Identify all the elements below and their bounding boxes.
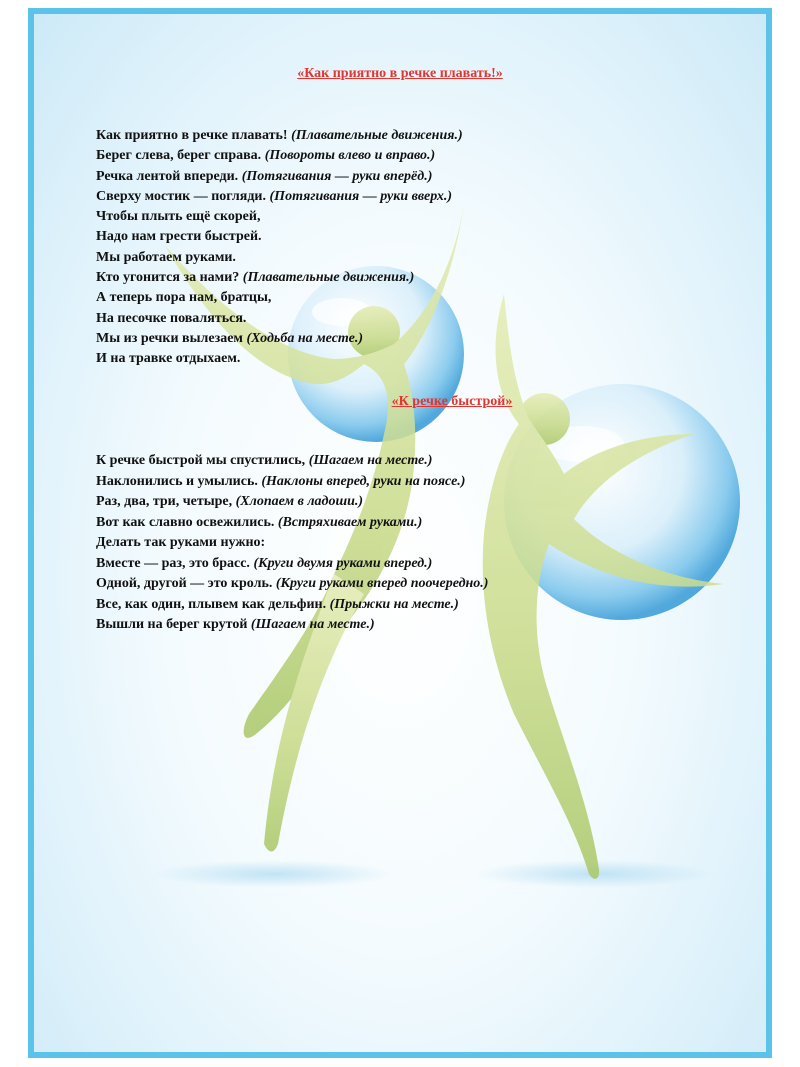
page-frame: [28, 8, 772, 1058]
poem-line: Как приятно в речке плавать! (Плавательные движения.): [96, 128, 463, 143]
poem-line: Мы работаем руками.: [96, 249, 236, 265]
poem-line: И на травке отдыхаем.: [96, 351, 241, 367]
poem-line: Вот как славно освежились. (Встряхиваем руками.): [96, 514, 423, 530]
section1-title: «Как приятно в речке плавать!»: [297, 66, 503, 81]
poem-line: На песочке поваляться.: [96, 310, 247, 326]
poem-line: Вышли на берег крутой (Шагаем на месте.): [96, 617, 375, 632]
poem-line: А теперь пора нам, братцы,: [96, 290, 272, 306]
poem-line: Кто угонится за нами? (Плавательные движения.): [96, 270, 415, 286]
poem-line: Речка лентой впереди. (Потягивания — руки вперёд.): [96, 168, 433, 184]
poem-line: Все, как один, плывем как дельфин. (Прыжки на месте.): [96, 596, 459, 612]
document-body: [34, 14, 766, 1052]
section2-poem: [96, 451, 488, 636]
poem-line: Мы из речки вылезаем (Ходьба на месте.): [96, 330, 364, 346]
section1-poem: [96, 126, 463, 370]
poem-line: К речке быстрой мы спустились, (Шагаем на месте.): [96, 453, 433, 468]
poem-line: Берег слева, берег справа. (Повороты влево и вправо.): [96, 148, 436, 164]
poem-line: Чтобы плыть ещё скорей,: [96, 209, 261, 225]
poem-line: Наклонились и умылись. (Наклоны вперед, руки на поясе.): [96, 473, 466, 489]
poem-line: Вместе — раз, это брасс. (Круги двумя руками вперед.): [96, 555, 433, 571]
poem-line: Делать так руками нужно:: [96, 535, 266, 550]
poem-line: Сверху мостик — погляди. (Потягивания — руки вверх.): [96, 188, 453, 204]
poem-line: Раз, два, три, четыре, (Хлопаем в ладоши.): [96, 494, 364, 509]
poem-line: Надо нам грести быстрей.: [96, 229, 262, 245]
section2-title: «К речке быстрой»: [391, 394, 513, 409]
poem-line: Одной, другой — это кроль. (Круги руками вперед поочередно.): [96, 576, 489, 591]
